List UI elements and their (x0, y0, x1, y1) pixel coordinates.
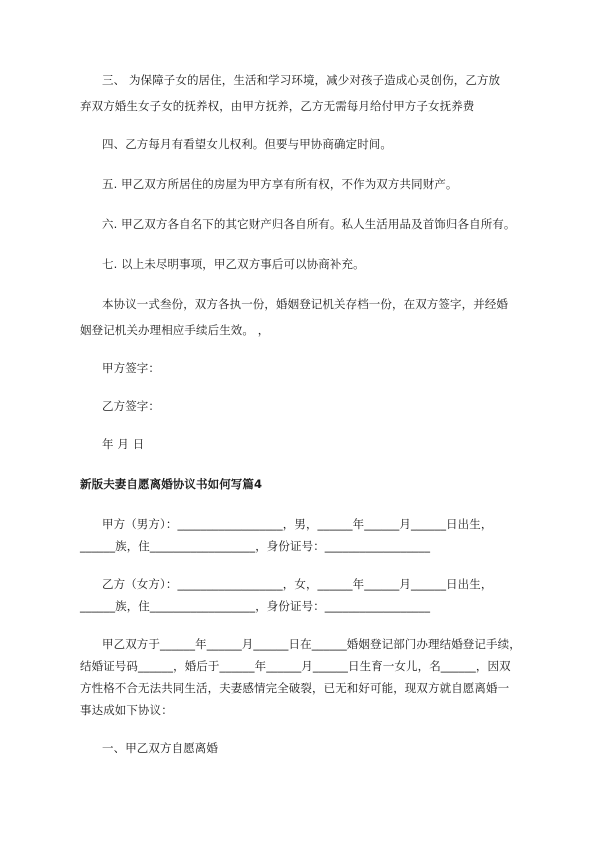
copies-line-1: 本协议一式叁份，双方各执一份，婚姻登记机关存档一份，在双方签字，并经婚 (102, 297, 508, 311)
party-b-info-line-2: ______族，住__________________，身份证号：__________________ (80, 599, 431, 613)
clause-7: 七. 以上未尽明事项，甲乙双方事后可以协商补充。 (102, 257, 365, 271)
section-heading: 新版夫妻自愿离婚协议书如何写篇4 (80, 477, 263, 491)
clause-3-line-2: 弃双方婚生女子女的抚养权，由甲方抚养，乙方无需每月给付甲方子女抚养费 (80, 99, 475, 113)
party-a-info-line-1: 甲方（男方）：__________________，男，______年______月______日出生， (102, 517, 493, 531)
clause-5: 五. 甲乙双方所居住的房屋为甲方享有所有权，不作为双方共同财产。 (102, 177, 458, 191)
party-a-info-line-2: ______族，住__________________，身份证号：__________________ (80, 539, 431, 553)
marriage-info-line-4: 事达成如下协议： (80, 703, 173, 717)
marriage-info-line-3: 方性格不合无法共同生活，夫妻感情完全破裂，已无和好可能，现双方就自愿离婚一 (80, 681, 510, 695)
clause-4: 四、乙方每月有看望女儿权利。但要与甲协商确定时间。 (102, 137, 392, 151)
marriage-info-line-1: 甲乙双方于______年______月______日在______婚姻登记部门办理结婚登记手续， (102, 637, 521, 651)
party-a-signature: 甲方签字： (102, 361, 160, 375)
party-b-info-line-1: 乙方（女方）：__________________，女，______年______月______日出生， (102, 577, 493, 591)
date-line: 年 月 日 (102, 437, 145, 451)
copies-line-2: 姻登记机关办理相应手续后生效。 ， (80, 323, 270, 337)
marriage-info-line-2: 结婚证号码______，婚后于______年______月______日生育一女儿，名______，因双 (80, 659, 511, 673)
clause-3-line-1: 三、 为保障子女的居住，生活和学习环境，减少对孩子造成心灵创伤，乙方放 (102, 73, 501, 87)
agreement-clause-1: 一、甲乙双方自愿离婚 (102, 741, 218, 755)
party-b-signature: 乙方签字： (102, 399, 160, 413)
clause-6: 六. 甲乙双方各自名下的其它财产归各自所有。私人生活用品及首饰归各自所有。 (102, 217, 516, 231)
